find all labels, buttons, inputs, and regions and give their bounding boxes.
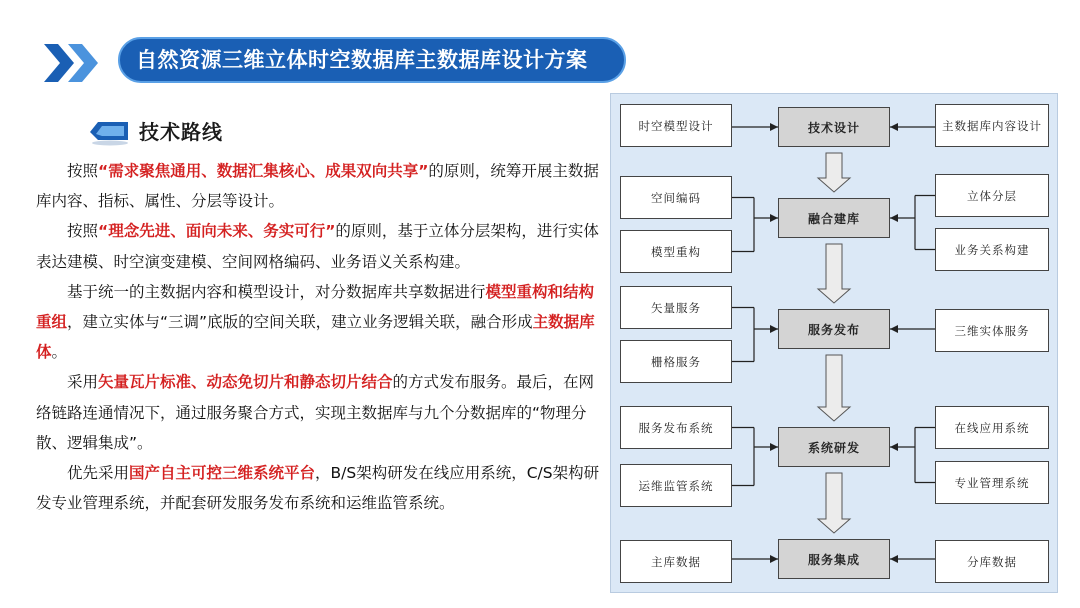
- input-box: 栅格服务: [620, 340, 732, 383]
- paragraph: [36, 156, 608, 216]
- paragraph: [36, 277, 608, 368]
- paragraph-text: 采用: [67, 373, 99, 392]
- flow-down-arrow: [818, 473, 850, 533]
- arrow-head: [770, 555, 778, 563]
- paragraph-text: 的原则，基于立体分层架构，进行实体表达建模、时空演变建模、空间网格编码、业务语义关系构建。: [36, 222, 599, 271]
- chevron-right-icon: [40, 38, 110, 88]
- paragraph-text: 按照: [67, 222, 99, 241]
- paragraph: [36, 458, 608, 518]
- paragraph-text: 的方式发布服务。最后，在网络链路连通情况下，通过服务聚合方式，实现主数据库与九个分数据库的“物理分散、逻辑集成”。: [36, 373, 595, 452]
- paragraph-text: 的原则，统筹开展主数据库内容、指标、属性、分层等设计。: [36, 162, 599, 211]
- paragraph-text: 。: [51, 343, 68, 362]
- arrow-head: [770, 443, 778, 451]
- input-box: 主库数据: [620, 540, 732, 583]
- paragraph-text: ，建立实体与“三调”底版的空间关联，建立业务逻辑关联，融合形成: [67, 313, 533, 332]
- highlight-text: 模型重构和结构重组: [36, 282, 595, 332]
- process-step: 服务集成: [778, 539, 890, 579]
- flow-down-arrow: [818, 244, 850, 303]
- input-box: 运维监管系统: [620, 464, 732, 507]
- input-box: 空间编码: [620, 176, 732, 219]
- input-box: 立体分层: [935, 174, 1049, 217]
- flow-diagram: [610, 93, 1058, 593]
- highlight-text: 矢量瓦片标准、动态免切片和静态切片结合: [98, 373, 393, 392]
- input-box: 专业管理系统: [935, 461, 1049, 504]
- input-box: 在线应用系统: [935, 406, 1049, 449]
- paragraph-text: 基于统一的主数据内容和模型设计，对分数据库共享数据进行: [67, 282, 486, 301]
- tag-icon: [88, 116, 132, 146]
- paragraph: [36, 216, 608, 276]
- highlight-text: 主数据库体: [36, 313, 595, 362]
- process-step: 服务发布: [778, 309, 890, 349]
- input-box: 分库数据: [935, 540, 1049, 583]
- input-box: 时空模型设计: [620, 104, 732, 147]
- section-title: 技术路线: [139, 120, 223, 144]
- input-box: 主数据库内容设计: [935, 104, 1049, 147]
- paragraph-text: 按照: [67, 162, 99, 180]
- paragraph: [36, 367, 608, 458]
- flow-down-arrow: [818, 153, 850, 192]
- arrow-head: [890, 214, 898, 222]
- input-box: 模型重构: [620, 230, 732, 273]
- arrow-head: [770, 325, 778, 333]
- process-step: 技术设计: [778, 107, 890, 147]
- arrow-head: [770, 214, 778, 222]
- arrow-head: [890, 123, 898, 131]
- arrow-head: [890, 325, 898, 333]
- process-step: 系统研发: [778, 427, 890, 467]
- input-box: 矢量服务: [620, 286, 732, 329]
- arrow-head: [890, 555, 898, 563]
- highlight-text: “需求聚焦通用、数据汇集核心、成果双向共享”: [98, 162, 429, 180]
- input-box: 业务关系构建: [935, 228, 1049, 271]
- body-text: [36, 156, 608, 518]
- paragraph-text: ，B/S架构研发在线应用系统，C/S架构研发专业管理系统，并配套研发服务发布系统和运维监管系统。: [36, 464, 600, 513]
- process-step: 融合建库: [778, 198, 890, 238]
- highlight-text: “理念先进、面向未来、务实可行”: [98, 222, 336, 241]
- input-box: 服务发布系统: [620, 406, 732, 449]
- page-title: 自然资源三维立体时空数据库主数据库设计方案: [118, 37, 626, 83]
- arrow-head: [770, 123, 778, 131]
- arrow-head: [890, 443, 898, 451]
- flow-down-arrow: [818, 355, 850, 421]
- paragraph-text: 优先采用: [67, 464, 130, 483]
- highlight-text: 国产自主可控三维系统平台: [129, 464, 316, 483]
- input-box: 三维实体服务: [935, 309, 1049, 352]
